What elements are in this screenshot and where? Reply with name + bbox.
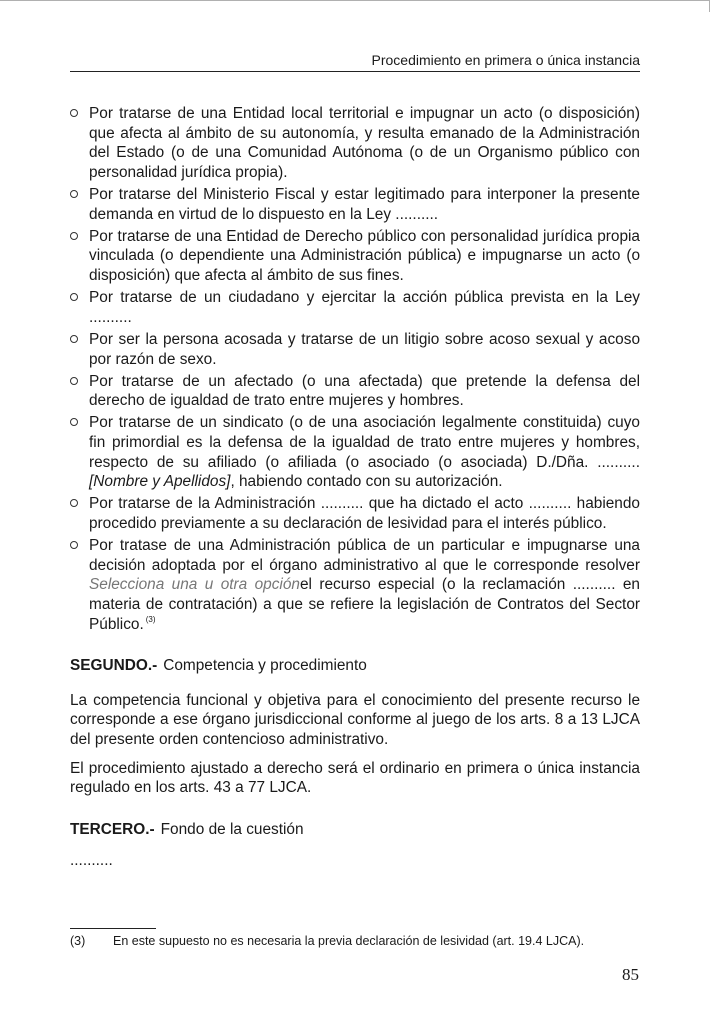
radio-bullet-icon	[70, 418, 78, 426]
section-tercero	[70, 820, 640, 840]
running-header	[70, 52, 640, 72]
radio-bullet-icon	[70, 377, 78, 385]
section-segundo	[70, 656, 640, 676]
paragraph: La competencia funcional y objetiva para el conocimiento del presente recurso le corresponde a ese órgano jurisdiccional conforme al juego de los arts. 8 a 13 LJCA del presente orden contencioso administrativo.	[70, 691, 640, 748]
page-content	[70, 104, 640, 871]
name-field-placeholder: [Nombre y Apellidos]	[89, 473, 231, 491]
page-top-border	[0, 0, 710, 1]
section-heading: TERCERO.-	[70, 820, 155, 838]
option-list	[70, 104, 640, 634]
option-item: Por tratarse de una Entidad de Derecho público con personalidad jurídica propia vinculada (o dependiente una Administración pública) e impugnarse un acto (o disposición) que afecta al ámbito de sus fines.	[70, 227, 640, 286]
option-item: Por tratarse de un sindicato (o de una asociación legalmente constituida) cuyo fin primordial es la defensa de la igualdad de trato entre mujeres y hombres, respecto de su afiliado (o afiliada (o asociado (o asociada) D./Dña. ..........[Nombre y Apellidos], habiendo contado con su autorización.	[70, 413, 640, 491]
radio-bullet-icon	[70, 499, 78, 507]
option-item: Por ser la persona acosada y tratarse de un litigio sobre acoso sexual y acoso por razón de sexo.	[70, 330, 640, 369]
paragraph: El procedimiento ajustado a derecho será el ordinario en primera o única instancia regulado en los arts. 43 a 77 LJCA.	[70, 759, 640, 797]
option-item: Por tratarse de un afectado (o una afectada) que pretende la defensa del derecho de igualdad de trato entre mujeres y hombres.	[70, 372, 640, 411]
content-placeholder-dots: ..........	[70, 852, 113, 870]
option-item: Por tratarse de la Administración .......... que ha dictado el acto .......... habiendo procedido previamente a su declaración de lesividad para el interés público.	[70, 494, 640, 533]
section-subtitle: Fondo de la cuestión	[160, 820, 304, 838]
radio-bullet-icon	[70, 109, 78, 117]
footnote-text: En este supuesto no es necesaria la previa declaración de lesividad (art. 19.4 LJCA).	[113, 934, 585, 948]
option-item: Por tratarse de un ciudadano y ejercitar la acción pública prevista en la Ley ..........	[70, 288, 640, 327]
section-subtitle: Competencia y procedimiento	[163, 657, 367, 675]
radio-bullet-icon	[70, 232, 78, 240]
footnote-number: (3)	[70, 934, 86, 948]
footnote	[70, 934, 640, 948]
option-item: Por tratarse de una Entidad local territorial e impugnar un acto (o disposición) que afecta al ámbito de su autonomía, y resulta emanado de la Administración del Estado (o de una Comunidad Autónoma (o de un Organismo público con personalidad jurídica propia).	[70, 104, 640, 182]
footnote-divider	[70, 928, 156, 929]
radio-bullet-icon	[70, 190, 78, 198]
radio-bullet-icon	[70, 335, 78, 343]
page-number: 85	[622, 965, 639, 984]
option-item: Por tratarse del Ministerio Fiscal y estar legitimado para interponer la presente demanda en virtud de lo dispuesto en la Ley ..........	[70, 185, 640, 224]
radio-bullet-icon	[70, 541, 78, 549]
section-heading: SEGUNDO.-	[70, 657, 158, 675]
running-title: Procedimiento en primera o única instancia	[371, 52, 640, 68]
option-selector-placeholder[interactable]: Selecciona una u otra opción	[89, 576, 300, 594]
footnote-reference: (3)	[145, 615, 156, 625]
radio-bullet-icon	[70, 293, 78, 301]
option-item: Por tratase de una Administración pública de un particular e impugnarse una decisión adoptada por el órgano administrativo al que le corresponde resolver Selecciona una u otra opciónel recurso especial (o la reclamación .......... en materia de contratación) a que se refiere la legislación de Contratos del Sector Público. $^{(3)}$	[70, 536, 640, 634]
